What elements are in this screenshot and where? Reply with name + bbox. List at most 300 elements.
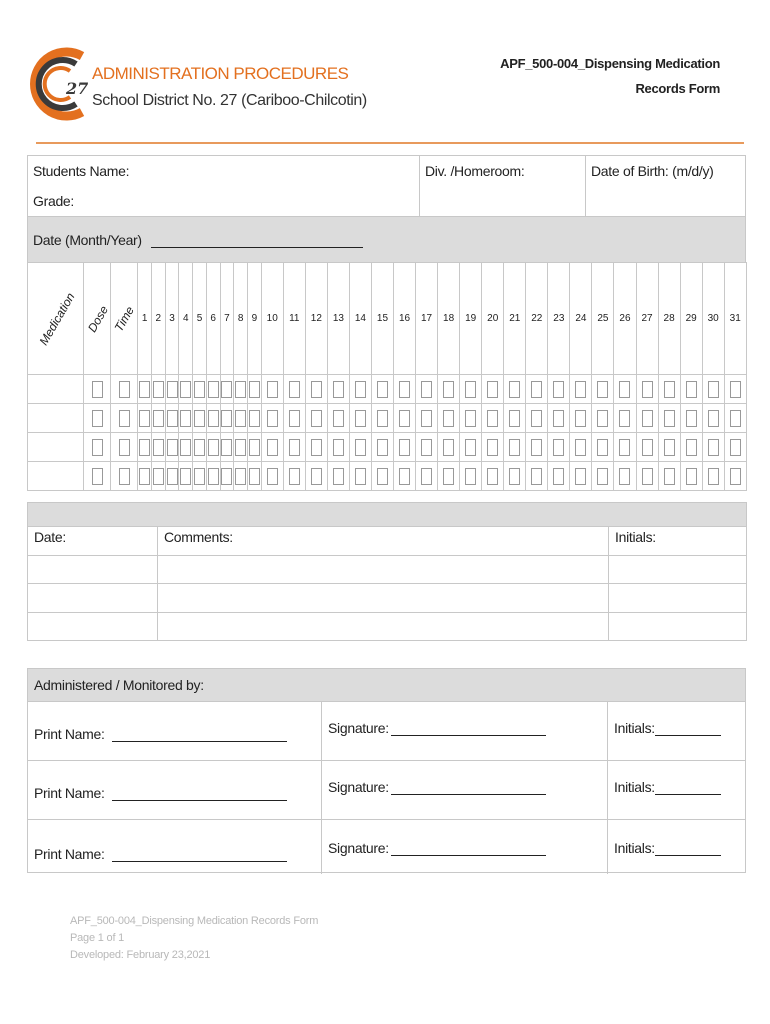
- checkbox[interactable]: [267, 439, 278, 456]
- day-header: 25: [592, 263, 614, 375]
- day-check-cell[interactable]: [248, 462, 262, 491]
- day-check-cell[interactable]: [570, 375, 592, 404]
- administered-row-2: [28, 760, 745, 819]
- day-check-cell[interactable]: [702, 375, 724, 404]
- checkbox[interactable]: [333, 410, 344, 427]
- checkbox[interactable]: [597, 439, 608, 456]
- day-check-cell[interactable]: [438, 433, 460, 462]
- time-cell[interactable]: [111, 404, 138, 433]
- checkbox[interactable]: [208, 468, 219, 485]
- checkbox[interactable]: [289, 381, 300, 398]
- day-check-cell[interactable]: [138, 433, 152, 462]
- time-cell[interactable]: [111, 433, 138, 462]
- day-check-cell[interactable]: [548, 462, 570, 491]
- day-check-cell[interactable]: [327, 404, 349, 433]
- day-check-cell[interactable]: [193, 462, 207, 491]
- day-check-cell[interactable]: [592, 433, 614, 462]
- checkbox[interactable]: [139, 381, 150, 398]
- day-check-cell[interactable]: [371, 404, 393, 433]
- day-check-cell[interactable]: [548, 404, 570, 433]
- time-cell[interactable]: [111, 462, 138, 491]
- checkbox[interactable]: [399, 439, 410, 456]
- day-check-cell[interactable]: [349, 375, 371, 404]
- day-check-cell[interactable]: [416, 433, 438, 462]
- checkbox[interactable]: [509, 410, 520, 427]
- checkbox[interactable]: [377, 381, 388, 398]
- checkbox[interactable]: [167, 439, 178, 456]
- day-check-cell[interactable]: [248, 375, 262, 404]
- checkbox[interactable]: [180, 381, 191, 398]
- checkbox[interactable]: [311, 410, 322, 427]
- day-check-cell[interactable]: [658, 462, 680, 491]
- day-check-cell[interactable]: [636, 404, 658, 433]
- comment-date-cell[interactable]: [28, 555, 158, 584]
- checkbox[interactable]: [642, 410, 653, 427]
- day-check-cell[interactable]: [416, 375, 438, 404]
- day-check-cell[interactable]: [394, 433, 416, 462]
- checkbox[interactable]: [92, 468, 103, 485]
- day-check-cell[interactable]: [179, 433, 193, 462]
- checkbox[interactable]: [664, 381, 675, 398]
- day-check-cell[interactable]: [371, 375, 393, 404]
- day-check-cell[interactable]: [702, 433, 724, 462]
- checkbox[interactable]: [465, 439, 476, 456]
- checkbox[interactable]: [180, 410, 191, 427]
- checkbox[interactable]: [267, 410, 278, 427]
- day-check-cell[interactable]: [460, 404, 482, 433]
- day-check-cell[interactable]: [138, 462, 152, 491]
- day-check-cell[interactable]: [349, 462, 371, 491]
- day-check-cell[interactable]: [570, 462, 592, 491]
- day-check-cell[interactable]: [460, 462, 482, 491]
- checkbox[interactable]: [487, 439, 498, 456]
- checkbox[interactable]: [619, 439, 630, 456]
- checkbox[interactable]: [553, 468, 564, 485]
- checkbox[interactable]: [153, 381, 164, 398]
- checkbox[interactable]: [235, 468, 246, 485]
- day-check-cell[interactable]: [614, 433, 636, 462]
- checkbox[interactable]: [487, 410, 498, 427]
- day-header: 16: [394, 263, 416, 375]
- signature-input[interactable]: [391, 735, 546, 736]
- signature-input[interactable]: [391, 794, 546, 795]
- checkbox[interactable]: [355, 381, 366, 398]
- checkbox[interactable]: [619, 381, 630, 398]
- checkbox[interactable]: [575, 468, 586, 485]
- checkbox[interactable]: [509, 381, 520, 398]
- checkbox[interactable]: [443, 468, 454, 485]
- checkbox[interactable]: [465, 410, 476, 427]
- day-check-cell[interactable]: [206, 375, 220, 404]
- checkbox[interactable]: [619, 468, 630, 485]
- day-check-cell[interactable]: [724, 375, 746, 404]
- day-check-cell[interactable]: [724, 404, 746, 433]
- checkbox[interactable]: [221, 381, 232, 398]
- checkbox[interactable]: [355, 410, 366, 427]
- day-check-cell[interactable]: [220, 462, 234, 491]
- checkbox[interactable]: [92, 381, 103, 398]
- checkbox[interactable]: [194, 381, 205, 398]
- day-check-cell[interactable]: [327, 462, 349, 491]
- day-check-cell[interactable]: [151, 433, 165, 462]
- day-check-cell[interactable]: [702, 462, 724, 491]
- comment-initials-cell[interactable]: [609, 584, 747, 613]
- checkbox[interactable]: [221, 468, 232, 485]
- day-check-cell[interactable]: [349, 404, 371, 433]
- day-check-cell[interactable]: [614, 462, 636, 491]
- checkbox[interactable]: [421, 381, 432, 398]
- checkbox[interactable]: [139, 468, 150, 485]
- checkbox[interactable]: [180, 439, 191, 456]
- day-check-cell[interactable]: [371, 462, 393, 491]
- checkbox[interactable]: [421, 468, 432, 485]
- medication-cell[interactable]: [28, 462, 84, 491]
- day-check-cell[interactable]: [526, 375, 548, 404]
- day-check-cell[interactable]: [305, 433, 327, 462]
- checkbox[interactable]: [208, 410, 219, 427]
- day-check-cell[interactable]: [438, 462, 460, 491]
- day-check-cell[interactable]: [234, 433, 248, 462]
- checkbox[interactable]: [167, 381, 178, 398]
- day-check-cell[interactable]: [592, 404, 614, 433]
- day-header: 24: [570, 263, 592, 375]
- checkbox[interactable]: [377, 410, 388, 427]
- day-check-cell[interactable]: [248, 404, 262, 433]
- day-check-cell[interactable]: [636, 433, 658, 462]
- administered-row-1: [28, 701, 745, 760]
- day-check-cell[interactable]: [179, 462, 193, 491]
- checkbox[interactable]: [575, 439, 586, 456]
- day-check-cell[interactable]: [138, 404, 152, 433]
- checkbox[interactable]: [487, 381, 498, 398]
- checkbox[interactable]: [333, 468, 344, 485]
- day-check-cell[interactable]: [305, 462, 327, 491]
- checkbox[interactable]: [139, 439, 150, 456]
- day-check-cell[interactable]: [658, 375, 680, 404]
- day-check-cell[interactable]: [206, 404, 220, 433]
- day-check-cell[interactable]: [636, 462, 658, 491]
- day-check-cell[interactable]: [234, 375, 248, 404]
- day-check-cell[interactable]: [283, 462, 305, 491]
- day-check-cell[interactable]: [179, 375, 193, 404]
- dose-cell[interactable]: [84, 433, 111, 462]
- checkbox[interactable]: [249, 439, 260, 456]
- comments-spacer-row: [28, 503, 747, 527]
- checkbox[interactable]: [249, 410, 260, 427]
- day-check-cell[interactable]: [592, 375, 614, 404]
- day-check-cell[interactable]: [261, 433, 283, 462]
- day-check-cell[interactable]: [416, 404, 438, 433]
- checkbox[interactable]: [465, 381, 476, 398]
- print-name-input[interactable]: [112, 861, 287, 862]
- comment-text-cell[interactable]: [158, 612, 609, 641]
- dose-cell[interactable]: [84, 404, 111, 433]
- checkbox[interactable]: [487, 468, 498, 485]
- checkbox[interactable]: [421, 410, 432, 427]
- day-header: 20: [482, 263, 504, 375]
- day-check-cell[interactable]: [394, 375, 416, 404]
- print-name-label: Print Name:: [34, 726, 105, 742]
- checkbox[interactable]: [597, 468, 608, 485]
- day-check-cell[interactable]: [234, 404, 248, 433]
- checkbox[interactable]: [708, 381, 719, 398]
- checkbox[interactable]: [708, 410, 719, 427]
- checkbox[interactable]: [153, 468, 164, 485]
- checkbox[interactable]: [597, 410, 608, 427]
- day-check-cell[interactable]: [504, 375, 526, 404]
- checkbox[interactable]: [355, 439, 366, 456]
- day-check-cell[interactable]: [504, 462, 526, 491]
- day-check-cell[interactable]: [138, 375, 152, 404]
- day-check-cell[interactable]: [724, 433, 746, 462]
- checkbox[interactable]: [139, 410, 150, 427]
- checkbox[interactable]: [377, 468, 388, 485]
- checkbox[interactable]: [553, 381, 564, 398]
- signature-input[interactable]: [391, 855, 546, 856]
- day-check-cell[interactable]: [394, 462, 416, 491]
- checkbox[interactable]: [153, 410, 164, 427]
- initials-input[interactable]: [655, 855, 721, 856]
- checkbox[interactable]: [194, 468, 205, 485]
- comment-date-cell[interactable]: [28, 584, 158, 613]
- checkbox[interactable]: [119, 439, 130, 456]
- div-homeroom-label: Div. /Homeroom:: [425, 163, 525, 179]
- day-check-cell[interactable]: [165, 404, 179, 433]
- checkbox[interactable]: [531, 468, 542, 485]
- day-check-cell[interactable]: [614, 375, 636, 404]
- checkbox[interactable]: [194, 410, 205, 427]
- day-check-cell[interactable]: [305, 404, 327, 433]
- day-check-cell[interactable]: [570, 433, 592, 462]
- checkbox[interactable]: [355, 468, 366, 485]
- checkbox[interactable]: [399, 381, 410, 398]
- checkbox[interactable]: [333, 381, 344, 398]
- checkbox[interactable]: [664, 468, 675, 485]
- day-check-cell[interactable]: [482, 462, 504, 491]
- checkbox[interactable]: [92, 410, 103, 427]
- day-check-cell[interactable]: [371, 433, 393, 462]
- checkbox[interactable]: [249, 468, 260, 485]
- day-check-cell[interactable]: [283, 433, 305, 462]
- day-check-cell[interactable]: [193, 433, 207, 462]
- checkbox[interactable]: [730, 410, 741, 427]
- checkbox[interactable]: [531, 381, 542, 398]
- medication-cell[interactable]: [28, 404, 84, 433]
- day-header: 17: [416, 263, 438, 375]
- day-check-cell[interactable]: [248, 433, 262, 462]
- day-check-cell[interactable]: [658, 404, 680, 433]
- day-check-cell[interactable]: [482, 433, 504, 462]
- checkbox[interactable]: [399, 410, 410, 427]
- checkbox[interactable]: [194, 439, 205, 456]
- initials-input[interactable]: [655, 735, 721, 736]
- checkbox[interactable]: [686, 468, 697, 485]
- day-check-cell[interactable]: [220, 433, 234, 462]
- checkbox[interactable]: [443, 439, 454, 456]
- time-cell[interactable]: [111, 375, 138, 404]
- checkbox[interactable]: [311, 468, 322, 485]
- day-check-cell[interactable]: [548, 433, 570, 462]
- checkbox[interactable]: [443, 410, 454, 427]
- day-check-cell[interactable]: [460, 375, 482, 404]
- day-check-cell[interactable]: [261, 404, 283, 433]
- day-check-cell[interactable]: [165, 462, 179, 491]
- checkbox[interactable]: [443, 381, 454, 398]
- checkbox[interactable]: [642, 439, 653, 456]
- day-check-cell[interactable]: [283, 404, 305, 433]
- day-check-cell[interactable]: [504, 404, 526, 433]
- day-check-cell[interactable]: [680, 375, 702, 404]
- checkbox[interactable]: [642, 381, 653, 398]
- print-name-input[interactable]: [112, 800, 287, 801]
- day-check-cell[interactable]: [193, 404, 207, 433]
- checkbox[interactable]: [509, 439, 520, 456]
- day-check-cell[interactable]: [193, 375, 207, 404]
- day-check-cell[interactable]: [526, 404, 548, 433]
- day-check-cell[interactable]: [151, 404, 165, 433]
- day-check-cell[interactable]: [234, 462, 248, 491]
- checkbox[interactable]: [642, 468, 653, 485]
- dose-cell[interactable]: [84, 462, 111, 491]
- checkbox[interactable]: [686, 410, 697, 427]
- checkbox[interactable]: [92, 439, 103, 456]
- checkbox[interactable]: [180, 468, 191, 485]
- checkbox[interactable]: [267, 468, 278, 485]
- checkbox[interactable]: [119, 468, 130, 485]
- day-check-cell[interactable]: [504, 433, 526, 462]
- day-check-cell[interactable]: [165, 375, 179, 404]
- day-check-cell[interactable]: [658, 433, 680, 462]
- checkbox[interactable]: [730, 381, 741, 398]
- checkbox[interactable]: [289, 439, 300, 456]
- day-check-cell[interactable]: [305, 375, 327, 404]
- checkbox[interactable]: [235, 439, 246, 456]
- day-check-cell[interactable]: [327, 433, 349, 462]
- day-check-cell[interactable]: [283, 375, 305, 404]
- checkbox[interactable]: [399, 468, 410, 485]
- administered-heading: Administered / Monitored by:: [28, 669, 745, 701]
- day-check-cell[interactable]: [570, 404, 592, 433]
- day-check-cell[interactable]: [680, 433, 702, 462]
- checkbox[interactable]: [664, 410, 675, 427]
- day-check-cell[interactable]: [636, 375, 658, 404]
- day-check-cell[interactable]: [482, 375, 504, 404]
- day-check-cell[interactable]: [220, 375, 234, 404]
- day-check-cell[interactable]: [416, 462, 438, 491]
- checkbox[interactable]: [289, 410, 300, 427]
- medication-cell[interactable]: [28, 433, 84, 462]
- checkbox[interactable]: [119, 410, 130, 427]
- comment-text-cell[interactable]: [158, 584, 609, 613]
- checkbox[interactable]: [153, 439, 164, 456]
- day-check-cell[interactable]: [482, 404, 504, 433]
- day-check-cell[interactable]: [151, 375, 165, 404]
- day-check-cell[interactable]: [460, 433, 482, 462]
- comment-initials-cell[interactable]: [609, 612, 747, 641]
- checkbox[interactable]: [221, 410, 232, 427]
- checkbox[interactable]: [208, 381, 219, 398]
- checkbox[interactable]: [686, 381, 697, 398]
- day-check-cell[interactable]: [165, 433, 179, 462]
- print-name-input[interactable]: [112, 741, 287, 742]
- day-check-cell[interactable]: [592, 462, 614, 491]
- checkbox[interactable]: [333, 439, 344, 456]
- day-check-cell[interactable]: [261, 462, 283, 491]
- day-check-cell[interactable]: [526, 433, 548, 462]
- day-check-cell[interactable]: [438, 375, 460, 404]
- checkbox[interactable]: [509, 468, 520, 485]
- comment-initials-cell[interactable]: [609, 555, 747, 584]
- day-check-cell[interactable]: [438, 404, 460, 433]
- day-check-cell[interactable]: [394, 404, 416, 433]
- medication-cell[interactable]: [28, 375, 84, 404]
- checkbox[interactable]: [553, 439, 564, 456]
- checkbox[interactable]: [119, 381, 130, 398]
- date-month-year-input[interactable]: [151, 234, 363, 248]
- checkbox[interactable]: [289, 468, 300, 485]
- checkbox[interactable]: [208, 439, 219, 456]
- checkbox[interactable]: [730, 468, 741, 485]
- day-check-cell[interactable]: [206, 433, 220, 462]
- checkbox[interactable]: [575, 410, 586, 427]
- checkbox[interactable]: [575, 381, 586, 398]
- checkbox[interactable]: [686, 439, 697, 456]
- day-check-cell[interactable]: [349, 433, 371, 462]
- day-check-cell[interactable]: [702, 404, 724, 433]
- checkbox[interactable]: [377, 439, 388, 456]
- checkbox[interactable]: [465, 468, 476, 485]
- day-check-cell[interactable]: [261, 375, 283, 404]
- checkbox[interactable]: [235, 381, 246, 398]
- checkbox[interactable]: [421, 439, 432, 456]
- initials-input[interactable]: [655, 794, 721, 795]
- day-check-cell[interactable]: [151, 462, 165, 491]
- checkbox[interactable]: [167, 468, 178, 485]
- day-check-cell[interactable]: [614, 404, 636, 433]
- checkbox[interactable]: [730, 439, 741, 456]
- day-check-cell[interactable]: [327, 375, 349, 404]
- checkbox[interactable]: [267, 381, 278, 398]
- comment-text-cell[interactable]: [158, 555, 609, 584]
- day-header: 7: [220, 263, 234, 375]
- day-check-cell[interactable]: [680, 462, 702, 491]
- day-check-cell[interactable]: [220, 404, 234, 433]
- checkbox[interactable]: [597, 381, 608, 398]
- checkbox[interactable]: [531, 410, 542, 427]
- day-check-cell[interactable]: [206, 462, 220, 491]
- checkbox[interactable]: [311, 381, 322, 398]
- checkbox[interactable]: [708, 439, 719, 456]
- comment-date-cell[interactable]: [28, 612, 158, 641]
- checkbox[interactable]: [311, 439, 322, 456]
- checkbox[interactable]: [221, 439, 232, 456]
- checkbox[interactable]: [249, 381, 260, 398]
- day-check-cell[interactable]: [724, 462, 746, 491]
- checkbox[interactable]: [708, 468, 719, 485]
- checkbox[interactable]: [553, 410, 564, 427]
- day-check-cell[interactable]: [526, 462, 548, 491]
- checkbox[interactable]: [664, 439, 675, 456]
- footer-form-id: APF_500-004_Dispensing Medication Records Form: [70, 915, 319, 927]
- dose-cell[interactable]: [84, 375, 111, 404]
- day-check-cell[interactable]: [680, 404, 702, 433]
- day-check-cell[interactable]: [548, 375, 570, 404]
- checkbox[interactable]: [235, 410, 246, 427]
- checkbox[interactable]: [531, 439, 542, 456]
- checkbox[interactable]: [167, 410, 178, 427]
- day-check-cell[interactable]: [179, 404, 193, 433]
- checkbox[interactable]: [619, 410, 630, 427]
